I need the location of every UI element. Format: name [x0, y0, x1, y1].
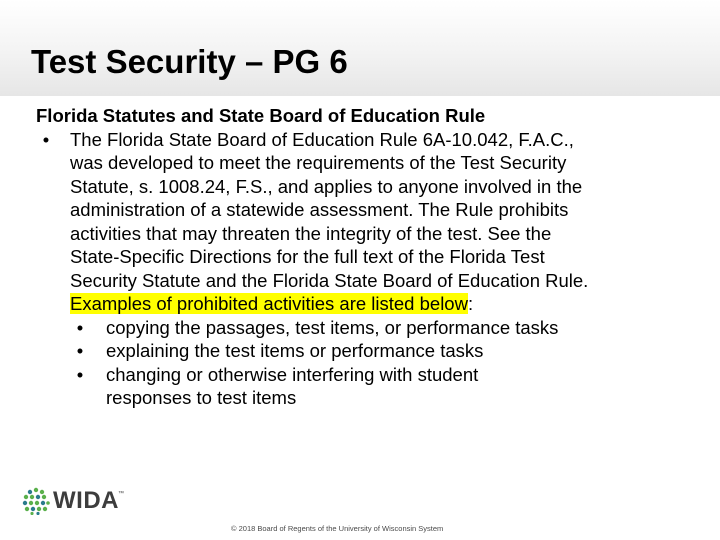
paragraph-line-2: was developed to meet the requirements of the Test Security [70, 152, 567, 173]
paragraph-line-1: The Florida State Board of Education Rule 6A-10.042, F.A.C., [70, 128, 574, 150]
example-item-1: copying the passages, test items, or performance tasks [106, 316, 559, 338]
paragraph-line-3: Statute, s. 1008.24, F.S., and applies to anyone involved in the [70, 175, 583, 197]
bullet-glyph: • [76, 340, 84, 361]
wida-logo [22, 487, 132, 515]
example-item-3: changing or otherwise interfering with student [106, 363, 479, 385]
list-item [36, 339, 712, 363]
paragraph-line-5: activities that may threaten the integrity of the test. See the [70, 222, 552, 244]
section-heading: Florida Statutes and State Board of Education Rule [36, 105, 486, 126]
copyright-notice: © 2018 Board of Regents of the University of Wisconsin System [231, 524, 444, 533]
slide-content [36, 104, 712, 410]
list-item [36, 316, 712, 340]
highlighted-line [70, 292, 712, 316]
highlighted-text: Examples of prohibited activities are listed below [70, 293, 468, 314]
logo-wordmark: WIDA [53, 487, 119, 514]
bullet-glyph: • [76, 363, 84, 385]
main-bullet-item [36, 128, 712, 316]
bullet-glyph: • [42, 128, 50, 150]
example-item-3-continued: responses to test items [106, 387, 297, 408]
paragraph-line-6: State-Specific Directions for the full text of the Florida Test [70, 246, 545, 267]
globe-dots-icon [22, 487, 50, 515]
slide-title: Test Security – PG 6 [31, 43, 348, 80]
trademark-mark: ™ [118, 491, 124, 497]
paragraph-line-4: administration of a statewide assessment. The Rule prohibits [70, 199, 569, 220]
bullet-glyph: • [76, 316, 84, 338]
highlight-suffix: : [467, 293, 474, 314]
paragraph-line-7: Security Statute and the Florida State Board of Education Rule. [70, 269, 589, 291]
example-item-2: explaining the test items or performance tasks [106, 340, 484, 361]
list-item [36, 363, 712, 410]
examples-list [36, 316, 712, 410]
